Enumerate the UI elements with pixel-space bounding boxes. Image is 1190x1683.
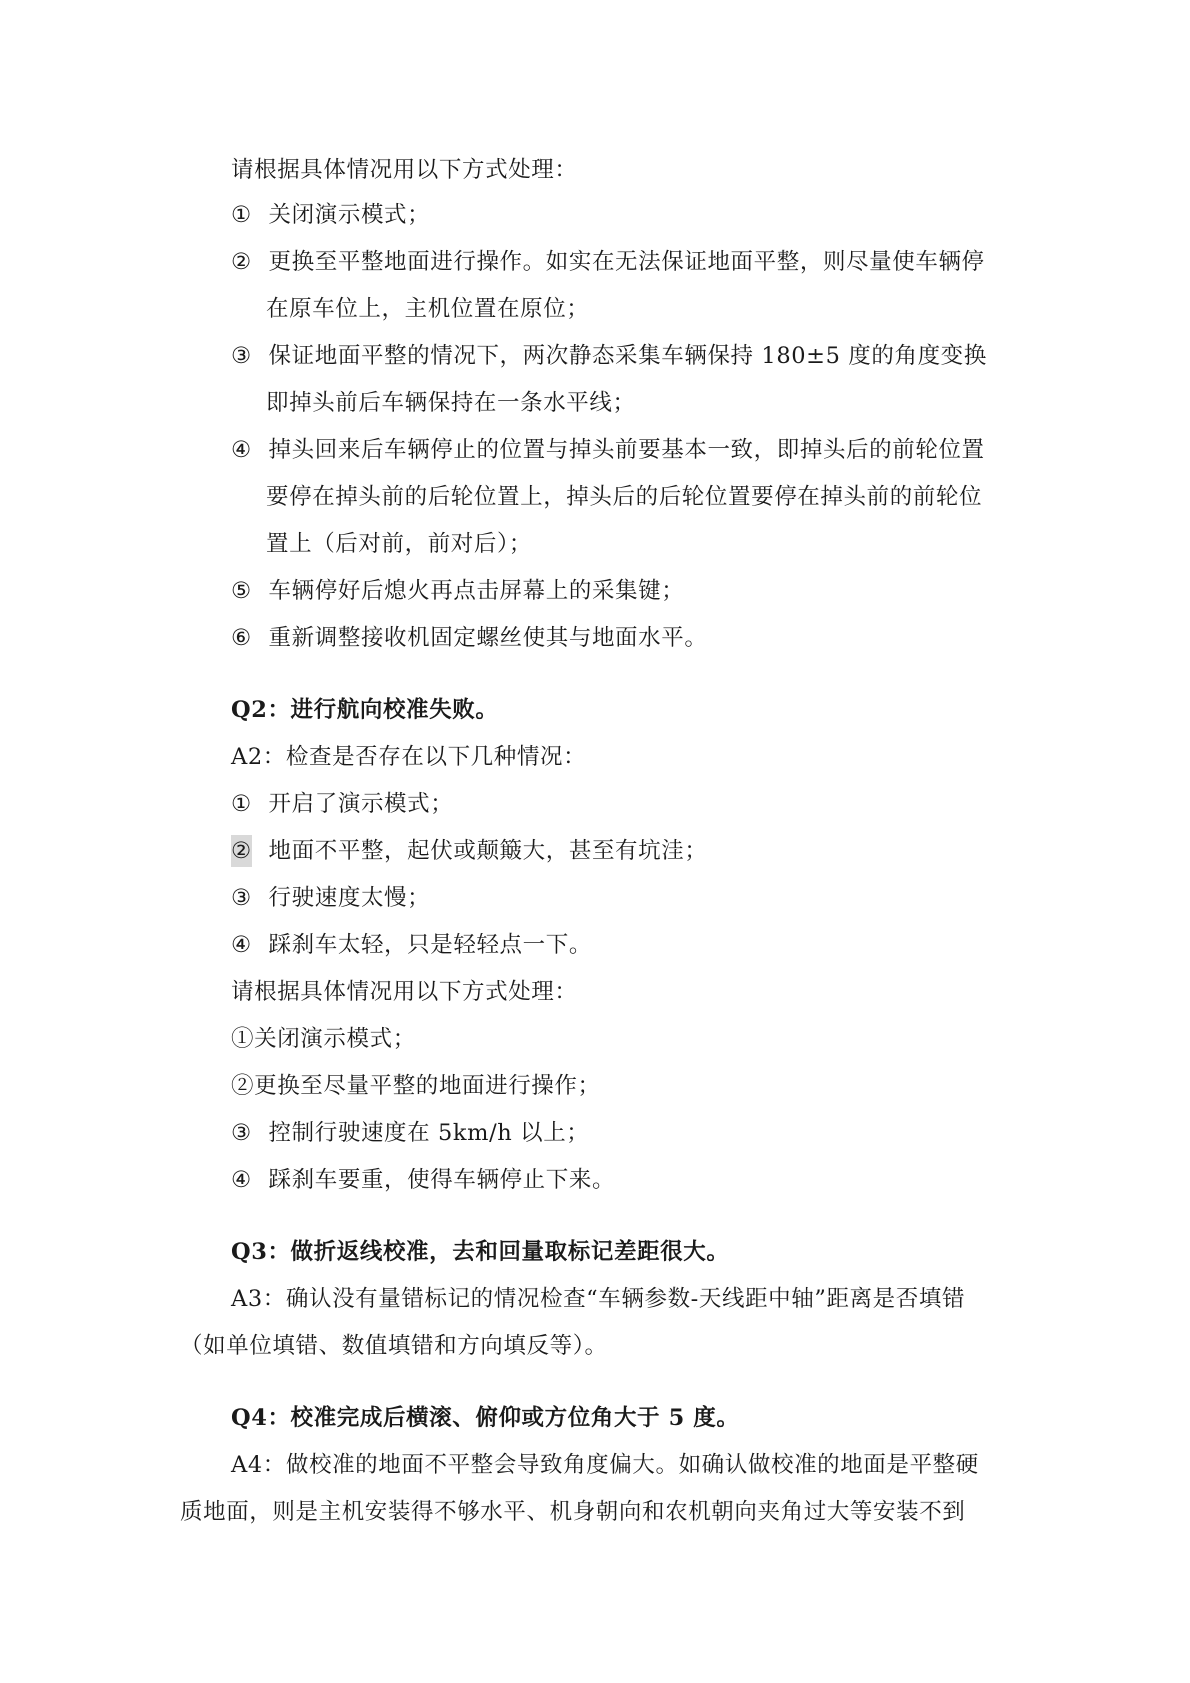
list-item [231,575,684,607]
question-heading-q2: Q2：进行航向校准失败。 [231,697,499,723]
item-marker: ④ [231,437,252,463]
item-continuation: 在原车位上，主机位置在原位； [266,296,590,322]
item-marker: ③ [231,1120,252,1146]
item-text: 车辆停好后熄火再点击屏幕上的采集键； [268,578,685,604]
item-marker: ③ [231,343,252,369]
item-marker-highlighted: ② [231,835,252,867]
item-marker: ① [231,202,252,228]
item-marker: ⑤ [231,578,252,604]
item-marker: ② [231,249,252,275]
list-item [231,340,987,372]
answer-q4-continuation: 质地面，则是主机安装得不够水平、机身朝向和农机朝向夹角过大等安装不到 [180,1499,966,1525]
item-marker: ⑥ [231,625,252,651]
list-item [231,788,453,820]
item-marker: ④ [231,932,252,958]
answer-q4: A4：做校准的地面不平整会导致角度偏大。如确认做校准的地面是平整硬 [231,1452,979,1478]
answer-q2: A2：检查是否存在以下几种情况： [231,744,587,770]
list-item [231,622,707,654]
list-item [231,929,592,961]
list-item [231,835,707,867]
list-item [231,246,985,278]
item-text: 地面不平整，起伏或颠簸大，甚至有坑洼； [268,838,708,864]
list-item [231,882,430,914]
item-text: 重新调整接收机固定螺丝使其与地面水平。 [268,625,708,651]
list-item: ②更换至尽量平整的地面进行操作； [231,1073,601,1099]
list-item: ①关闭演示模式； [231,1026,416,1052]
item-marker: ① [231,791,252,817]
item-text: 踩刹车要重，使得车辆停止下来。 [268,1167,616,1193]
handling-intro: 请根据具体情况用以下方式处理： [231,157,578,183]
item-text: 掉头回来后车辆停止的位置与掉头前要基本一致，即掉头后的前轮位置 [268,437,985,463]
answer-q3-continuation: （如单位填错、数值填错和方向填反等）。 [180,1333,608,1359]
handling-intro: 请根据具体情况用以下方式处理： [231,979,578,1005]
question-heading-q3: Q3：做折返线校准，去和回量取标记差距很大。 [231,1239,730,1265]
item-text: 保证地面平整的情况下，两次静态采集车辆保持 180±5 度的角度变换 [268,343,987,369]
item-marker: ④ [231,1167,252,1193]
item-continuation: 即掉头前后车辆保持在一条水平线； [266,390,636,416]
item-continuation: 要停在掉头前的后轮位置上，掉头后的后轮位置要停在掉头前的前轮位 [266,484,983,510]
item-text: 控制行驶速度在 5km/h 以上； [268,1120,590,1146]
list-item [231,1117,589,1149]
item-marker: ③ [231,885,252,911]
item-text: 更换至平整地面进行操作。如实在无法保证地面平整，则尽量使车辆停 [268,249,985,275]
item-continuation: 置上（后对前，前对后）； [266,531,532,557]
item-text: 行驶速度太慢； [268,885,431,911]
answer-q3: A3：确认没有量错标记的情况检查“车辆参数-天线距中轴”距离是否填错 [231,1286,966,1312]
question-heading-q4: Q4：校准完成后横滚、俯仰或方位角大于 5 度。 [231,1405,740,1431]
list-item [231,1164,615,1196]
item-text: 踩刹车太轻，只是轻轻点一下。 [268,932,592,958]
list-item [231,199,430,231]
item-text: 开启了演示模式； [268,791,454,817]
list-item [231,434,985,466]
item-text: 关闭演示模式； [268,202,431,228]
